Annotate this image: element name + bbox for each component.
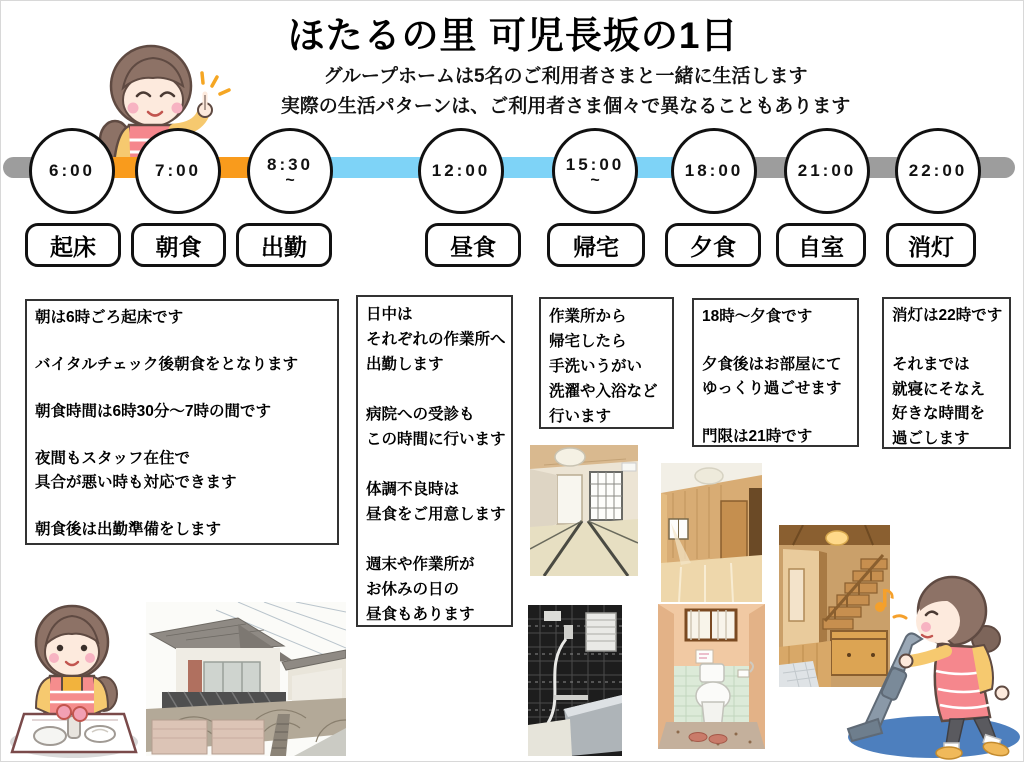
timeline-node-0700 [135,128,221,214]
info-box-daytime: 日中は それぞれの作業所へ 出勤します 病院への受診も この時間に行います 体調不良時は 昼食をご用意します 週末や作業所が お休みの日の 昼食もあります [356,295,513,627]
illustration-woman-vacuuming [834,559,1024,761]
info-box-evening: 18時〜夕食です 夕食後はお部屋にて ゆっくり過ごせます 門限は21時です [692,298,859,447]
timeline-node-2100 [784,128,870,214]
info-box-morning: 朝は6時ごろ起床です バイタルチェック後朝食をとなります 朝食時間は6時30分〜7時の間です 夜間もスタッフ在住で 具合が悪い時も対応できます 朝食後は出勤準備をします [25,299,339,545]
photo-western-room [661,463,762,602]
time-label: 15:00 [565,155,625,174]
timeline-node-1200 [418,128,504,214]
page-title: ほたるの里 可児長坂の1日 [287,15,739,56]
time-suffix: ~ [285,172,295,189]
timeline-node-1500 [552,128,638,214]
timeline-node-0830 [247,128,333,214]
photo-bathroom [528,605,622,756]
photo-house-exterior [146,602,346,756]
event-label-lunch: 昼食 [425,223,521,267]
info-box-night: 消灯は22時です それまでは 就寝にそなえ 好きな時間を 過ごします [882,297,1011,449]
event-label-ownroom: 自室 [776,223,866,267]
event-label-lightsout: 消灯 [886,223,976,267]
time-label: 7:00 [154,161,202,180]
info-box-afterwork: 作業所から 帰宅したら 手洗いうがい 洗濯や入浴など 行います [539,297,674,429]
timeline-segment-daytime [293,157,717,178]
time-label: 21:00 [797,161,857,180]
music-note-icon [875,589,894,612]
timeline-node-0600 [29,128,115,214]
time-suffix: ~ [590,172,600,189]
photo-toilet [658,604,765,749]
subtitle-line-2: 実際の生活パターンは、ご利用者さま個々で異なることもあります [280,96,851,117]
illustration-woman-washing-dishes [6,590,146,762]
timeline-node-1800 [671,128,757,214]
time-label: 18:00 [684,161,744,180]
time-label: 22:00 [908,161,968,180]
subtitle-line-1: グループホームは5名のご利用者さまと一緒に生活します [323,66,808,87]
event-label-gotowork: 出勤 [236,223,332,267]
event-label-wakeup: 起床 [25,223,121,267]
time-label: 8:30 [266,155,314,174]
timeline-node-2200 [895,128,981,214]
event-label-dinner: 夕食 [665,223,761,267]
sparkle-icon [202,73,229,94]
photo-tatami-room [530,445,638,576]
event-label-gohome: 帰宅 [547,223,645,267]
event-label-breakfast: 朝食 [131,223,226,267]
time-label: 12:00 [431,161,491,180]
time-label: 6:00 [48,161,96,180]
